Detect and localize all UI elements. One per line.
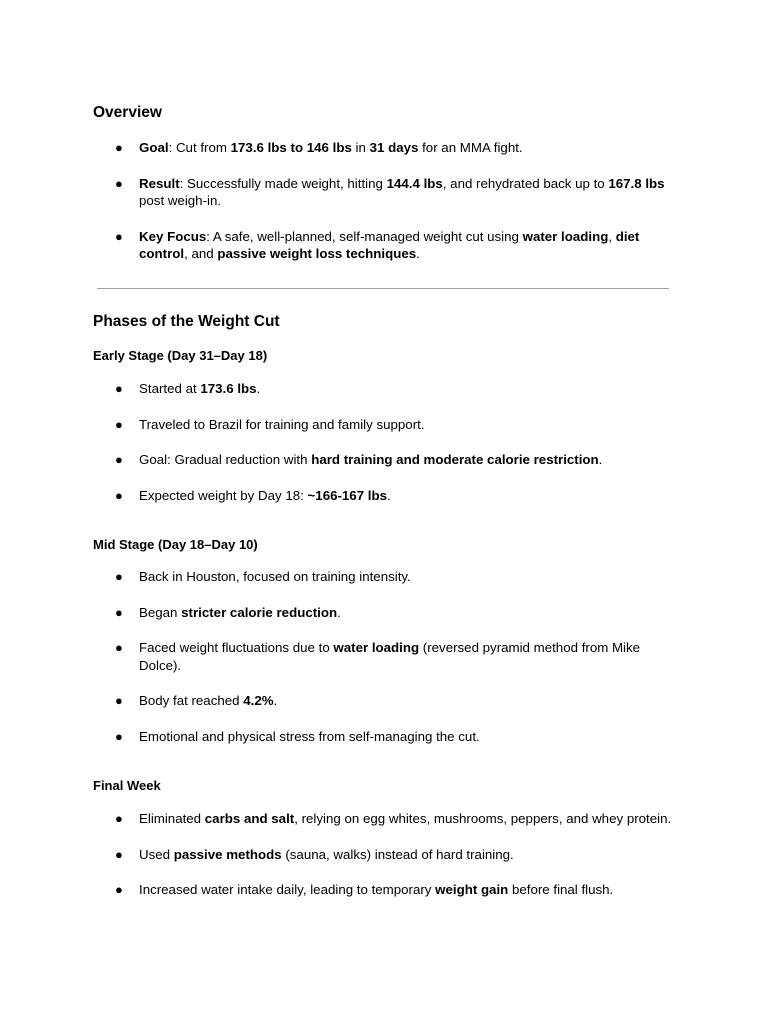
- text-run: before final flush.: [508, 882, 614, 897]
- text-run: , and: [184, 246, 218, 261]
- text-run: Goal: Gradual reduction with: [139, 452, 312, 467]
- bold-text: 167.8 lbs: [608, 175, 665, 191]
- final-week-list: [93, 810, 683, 899]
- bullet-icon: ●: [115, 487, 123, 503]
- bold-text: ~166-167 lbs: [307, 487, 388, 503]
- text-run: .: [337, 604, 341, 620]
- bold-text: passive methods: [173, 846, 282, 862]
- bullet-icon: ●: [115, 569, 123, 584]
- bold-text: 4.2%: [243, 693, 274, 708]
- list-item: [93, 487, 683, 505]
- phases-heading: Phases of the Weight Cut: [93, 313, 280, 330]
- final-week-heading: Final Week: [93, 778, 161, 793]
- text-run: post weigh-in.: [139, 193, 222, 208]
- list-item: [93, 139, 683, 157]
- bold-text: 144.4 lbs: [386, 175, 443, 191]
- text-run: Expected weight by Day 18:: [139, 487, 308, 503]
- bold-text: water loading: [333, 640, 420, 655]
- text-run: .: [598, 452, 603, 467]
- list-item: [93, 846, 683, 864]
- text-run: Emotional and physical stress from self-managing the cut.: [139, 728, 480, 744]
- list-item: [93, 881, 683, 899]
- bullet-icon: ●: [115, 728, 123, 744]
- text-run: .: [387, 487, 391, 503]
- bold-text: Goal: [139, 140, 169, 155]
- text-run: Started at: [139, 381, 201, 396]
- list-item: [93, 810, 683, 828]
- horizontal-divider: [97, 288, 669, 289]
- text-run: : A safe, well-planned, self-managed weight cut using: [206, 228, 523, 244]
- list-item: [93, 692, 683, 710]
- bullet-icon: ●: [115, 604, 123, 620]
- bullet-icon: ●: [115, 452, 123, 467]
- text-run: Eliminated: [139, 811, 205, 826]
- bullet-icon: ●: [115, 640, 123, 655]
- bold-text: weight gain: [435, 882, 509, 897]
- text-run: , and rehydrated back up to: [442, 175, 609, 191]
- bold-text: 173.6 lbs to 146 lbs: [230, 140, 352, 155]
- text-run: (sauna, walks) instead of hard training.: [281, 846, 514, 862]
- bold-text: Key Focus: [139, 228, 207, 244]
- text-run: Back in Houston, focused on training intensity.: [139, 569, 411, 584]
- text-run: : Cut from: [168, 140, 231, 155]
- text-run: Faced weight fluctuations due to: [139, 640, 334, 655]
- bullet-icon: ●: [115, 811, 123, 826]
- bold-text: passive weight loss techniques: [217, 246, 417, 261]
- bullet-icon: ●: [115, 846, 123, 862]
- bold-text: stricter calorie reduction: [181, 604, 338, 620]
- bold-text: hard training and moderate calorie restriction: [311, 452, 599, 467]
- overview-list: [93, 139, 683, 263]
- text-run: Body fat reached: [139, 693, 244, 708]
- bold-text: 31 days: [369, 140, 419, 155]
- early-stage-heading: Early Stage (Day 31–Day 18): [93, 348, 268, 363]
- bullet-icon: ●: [115, 228, 123, 244]
- overview-heading: Overview: [93, 104, 162, 121]
- text-run: in: [351, 140, 370, 155]
- text-run: : Successfully made weight, hitting: [179, 175, 387, 191]
- text-run: , relying on egg whites, mushrooms, peppers, and whey protein.: [294, 811, 672, 826]
- list-item: [93, 451, 683, 469]
- list-item: [93, 175, 683, 210]
- text-run: Traveled to Brazil for training and family support.: [139, 416, 425, 432]
- early-stage-list: [93, 380, 683, 504]
- text-run: ,: [608, 228, 616, 244]
- bullet-icon: ●: [115, 175, 123, 191]
- bold-text: Result: [139, 175, 180, 191]
- bullet-icon: ●: [115, 140, 123, 155]
- text-run: for an MMA fight.: [418, 140, 523, 155]
- text-run: .: [273, 693, 278, 708]
- bullet-icon: ●: [115, 416, 123, 432]
- text-run: (reversed pyramid method from Mike Dolce).: [139, 640, 641, 673]
- list-item: [93, 728, 683, 746]
- list-item: [93, 416, 683, 434]
- mid-stage-heading: Mid Stage (Day 18–Day 10): [93, 537, 258, 552]
- bold-text: water loading: [522, 228, 609, 244]
- mid-stage-list: [93, 568, 683, 745]
- bold-text: diet control: [139, 228, 640, 261]
- list-item: [93, 380, 683, 398]
- list-item: [93, 639, 683, 674]
- text-run: .: [416, 246, 420, 261]
- text-run: Began: [139, 604, 182, 620]
- bullet-icon: ●: [115, 693, 123, 708]
- list-item: [93, 568, 683, 586]
- text-run: Used: [139, 846, 174, 862]
- list-item: [93, 228, 683, 263]
- bullet-icon: ●: [115, 882, 123, 897]
- text-run: Increased water intake daily, leading to temporary: [139, 882, 436, 897]
- bold-text: carbs and salt: [204, 811, 295, 826]
- bullet-icon: ●: [115, 381, 123, 396]
- list-item: [93, 604, 683, 622]
- text-run: .: [256, 381, 261, 396]
- bold-text: 173.6 lbs: [200, 381, 257, 396]
